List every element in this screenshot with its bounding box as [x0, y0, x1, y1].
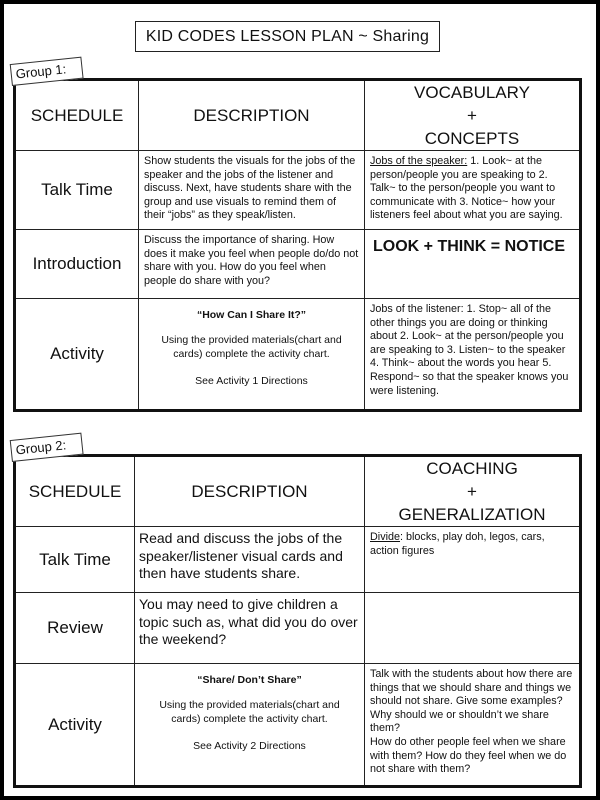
schedule-header: SCHEDULE [15, 80, 139, 151]
table-row [15, 593, 581, 664]
row-label: Talk Time [15, 151, 139, 230]
description-header: DESCRIPTION [139, 80, 365, 151]
activity-reference: See Activity 1 Directions [195, 375, 308, 388]
table-row [15, 230, 581, 299]
lesson-plan-page [4, 4, 596, 796]
row-description: Show students the visuals for the jobs of the speaker and the jobs of the listener and discuss. Next, have students share with the group and use visuals to remind them of their “jobs” as they speak/listen. [139, 151, 365, 230]
concept-equation: LOOK + THINK = NOTICE [365, 230, 581, 299]
vocabulary-concepts-header [365, 80, 581, 151]
notes-label: Divide [370, 531, 401, 543]
notes-paragraph-1: Talk with the students about how there are things that we should share and things we should not share. Give some examples? Why should we or shouldn’t we share them? [370, 668, 573, 735]
row-label: Activity [15, 664, 135, 787]
table-row [15, 151, 581, 230]
group-1-table [13, 78, 582, 412]
group-2-tag: Group 2: [10, 433, 84, 462]
header-line-generalization: GENERALIZATION [398, 505, 546, 524]
activity-cell [139, 299, 365, 411]
coaching-generalization-header [365, 456, 581, 527]
group-2-header-row [15, 456, 581, 527]
notes-label: Jobs of the speaker: [370, 155, 468, 167]
row-notes [365, 664, 581, 787]
activity-description: Using the provided materials(chart and cards) complete the activity chart. [159, 699, 340, 725]
row-notes [365, 593, 581, 664]
row-label: Talk Time [15, 527, 135, 593]
header-line-plus: + [467, 482, 477, 501]
page-title: KID CODES LESSON PLAN ~ Sharing [135, 21, 440, 52]
row-notes [365, 151, 581, 230]
row-description: Read and discuss the jobs of the speaker/listener visual cards and then have students share. [135, 527, 365, 593]
notes-text: : blocks, play doh, legos, cars, action figures [370, 531, 545, 557]
activity-title: “Share/ Don’t Share” [197, 674, 302, 686]
table-row [15, 299, 581, 411]
header-line-vocabulary: VOCABULARY [414, 83, 530, 102]
row-label: Introduction [15, 230, 139, 299]
activity-reference: See Activity 2 Directions [193, 740, 306, 753]
notes-paragraph-2: How do other people feel when we share with them? How do they feel when we do not share with them? [370, 735, 567, 776]
table-row [15, 527, 581, 593]
row-label: Activity [15, 299, 139, 411]
activity-title: “How Can I Share It?” [196, 309, 307, 321]
row-notes [365, 527, 581, 593]
activity-description: Using the provided materials(chart and cards) complete the activity chart. [161, 334, 342, 360]
row-label: Review [15, 593, 135, 664]
row-notes: Jobs of the listener: 1. Stop~ all of the other things you are doing or thinking about 2. Look~ at the person/people you are speaking to 3. Listen~ to the speaker 4. Think~ about the words you hear 5. Respond~ so that the speaker knows you were listening. [365, 299, 581, 411]
row-description: Discuss the importance of sharing. How does it make you feel when people do/do not share with you. How do you feel when people do share with you? [139, 230, 365, 299]
group-1-tag: Group 1: [10, 57, 84, 86]
schedule-header: SCHEDULE [15, 456, 135, 527]
header-line-concepts: CONCEPTS [424, 129, 520, 148]
header-line-plus: + [467, 106, 477, 125]
notes-text: 1. Look~ at the person/people you are speaking to 2. Talk~ to the person/people you want to communicate with 3. Notice~ how your listeners feel about what you are saying. [370, 155, 563, 222]
activity-cell [135, 664, 365, 787]
header-line-coaching: COACHING [426, 459, 518, 478]
row-description: You may need to give children a topic such as, what did you do over the weekend? [135, 593, 365, 664]
group-1-header-row [15, 80, 581, 151]
table-row [15, 664, 581, 787]
description-header: DESCRIPTION [135, 456, 365, 527]
group-2-table [13, 454, 582, 788]
